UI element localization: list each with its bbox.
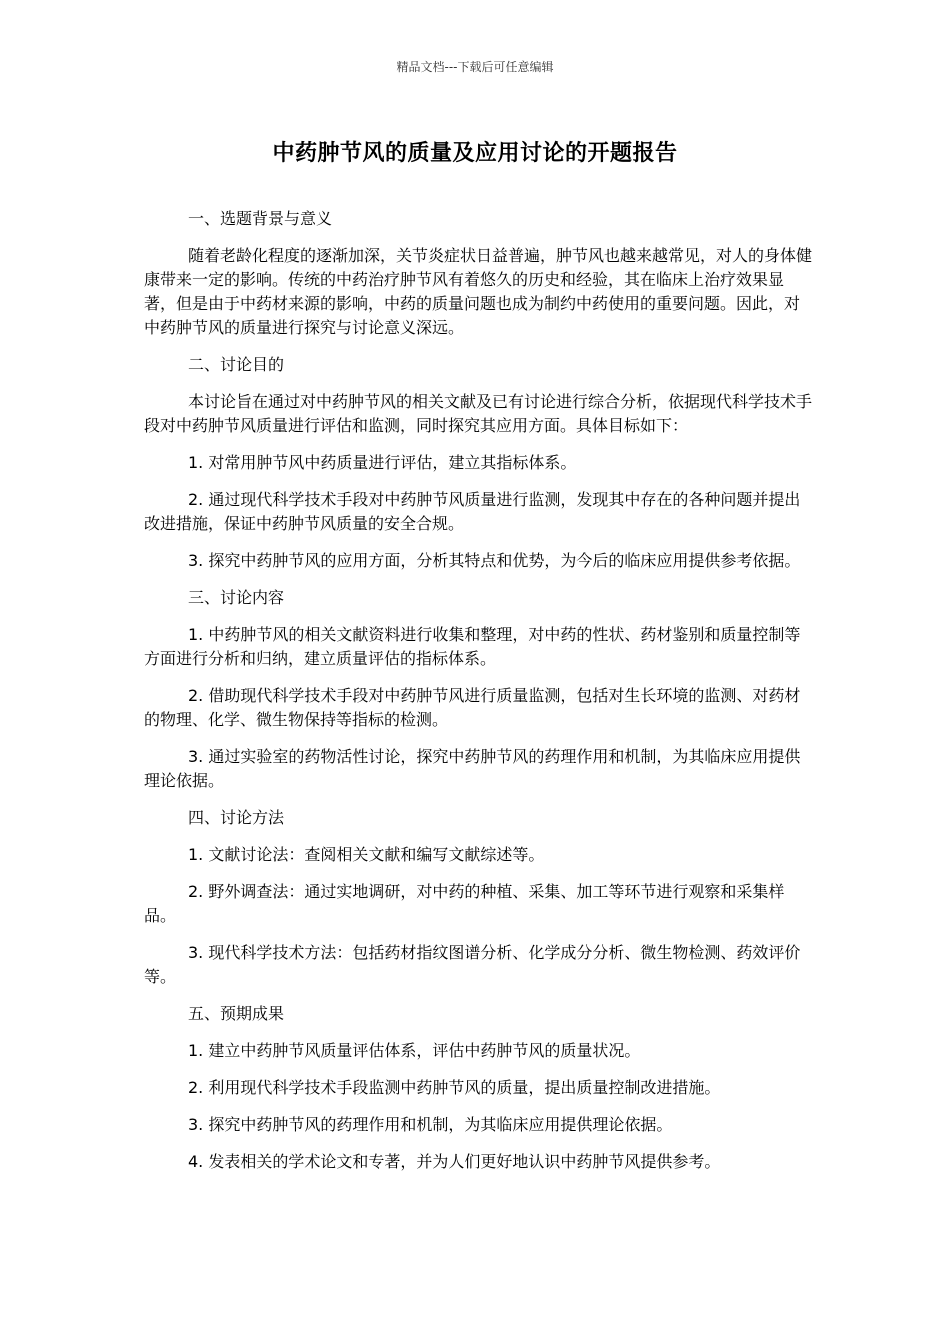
- section-heading-content: 三、讨论内容: [188, 588, 285, 607]
- purpose-item-2: 2. 通过现代科学技术手段对中药肿节风质量进行监测，发现其中存在的各种问题并提出改进措施，保证中药肿节风质量的安全合规。: [144, 490, 801, 533]
- section-heading-background: 一、选题背景与意义: [188, 209, 333, 228]
- content-item-2: 2. 借助现代科学技术手段对中药肿节风进行质量监测，包括对生长环境的监测、对药材的物理、化学、微生物保持等指标的检测。: [144, 686, 801, 729]
- method-item-3: 3. 现代科学技术方法：包括药材指纹图谱分析、化学成分分析、微生物检测、药效评价等。: [144, 943, 801, 986]
- outcome-item-4: 4. 发表相关的学术论文和专著，并为人们更好地认识中药肿节风提供参考。: [188, 1152, 721, 1171]
- content-item-1: 1. 中药肿节风的相关文献资料进行收集和整理，对中药的性状、药材鉴别和质量控制等方面进行分析和归纳，建立质量评估的指标体系。: [144, 625, 801, 668]
- paragraph-background: 随着老龄化程度的逐渐加深，关节炎症状日益普遍，肿节风也越来越常见，对人的身体健康带来一定的影响。传统的中药治疗肿节风有着悠久的历史和经验，其在临床上治疗效果显著，但是由于中药材来源的影响，中药的质量问题也成为制约中药使用的重要问题。因此，对中药肿节风的质量进行探究与讨论意义深远。: [144, 246, 813, 337]
- method-item-2: 2. 野外调查法：通过实地调研，对中药的种植、采集、加工等环节进行观察和采集样品。: [144, 882, 785, 925]
- header-note: 精品文档---下载后可任意编辑: [396, 60, 554, 74]
- paragraph-purpose: 本讨论旨在通过对中药肿节风的相关文献及已有讨论进行综合分析，依据现代科学技术手段对中药肿节风质量进行评估和监测，同时探究其应用方面。具体目标如下：: [144, 392, 813, 435]
- section-heading-purpose: 二、讨论目的: [188, 355, 285, 374]
- document-title: 中药肿节风的质量及应用讨论的开题报告: [272, 141, 678, 166]
- section-heading-outcomes: 五、预期成果: [188, 1004, 285, 1023]
- section-heading-methods: 四、讨论方法: [188, 808, 285, 827]
- method-item-1: 1. 文献讨论法：查阅相关文献和编写文献综述等。: [188, 845, 545, 864]
- purpose-item-1: 1. 对常用肿节风中药质量进行评估，建立其指标体系。: [188, 453, 577, 472]
- outcome-item-3: 3. 探究中药肿节风的药理作用和机制，为其临床应用提供理论依据。: [188, 1115, 673, 1134]
- purpose-item-3: 3. 探究中药肿节风的应用方面，分析其特点和优势，为今后的临床应用提供参考依据。: [188, 551, 801, 570]
- outcome-item-1: 1. 建立中药肿节风质量评估体系，评估中药肿节风的质量状况。: [188, 1041, 641, 1060]
- content-item-3: 3. 通过实验室的药物活性讨论，探究中药肿节风的药理作用和机制，为其临床应用提供理论依据。: [144, 747, 801, 790]
- document-body: [144, 207, 812, 1187]
- outcome-item-2: 2. 利用现代科学技术手段监测中药肿节风的质量，提出质量控制改进措施。: [188, 1078, 721, 1097]
